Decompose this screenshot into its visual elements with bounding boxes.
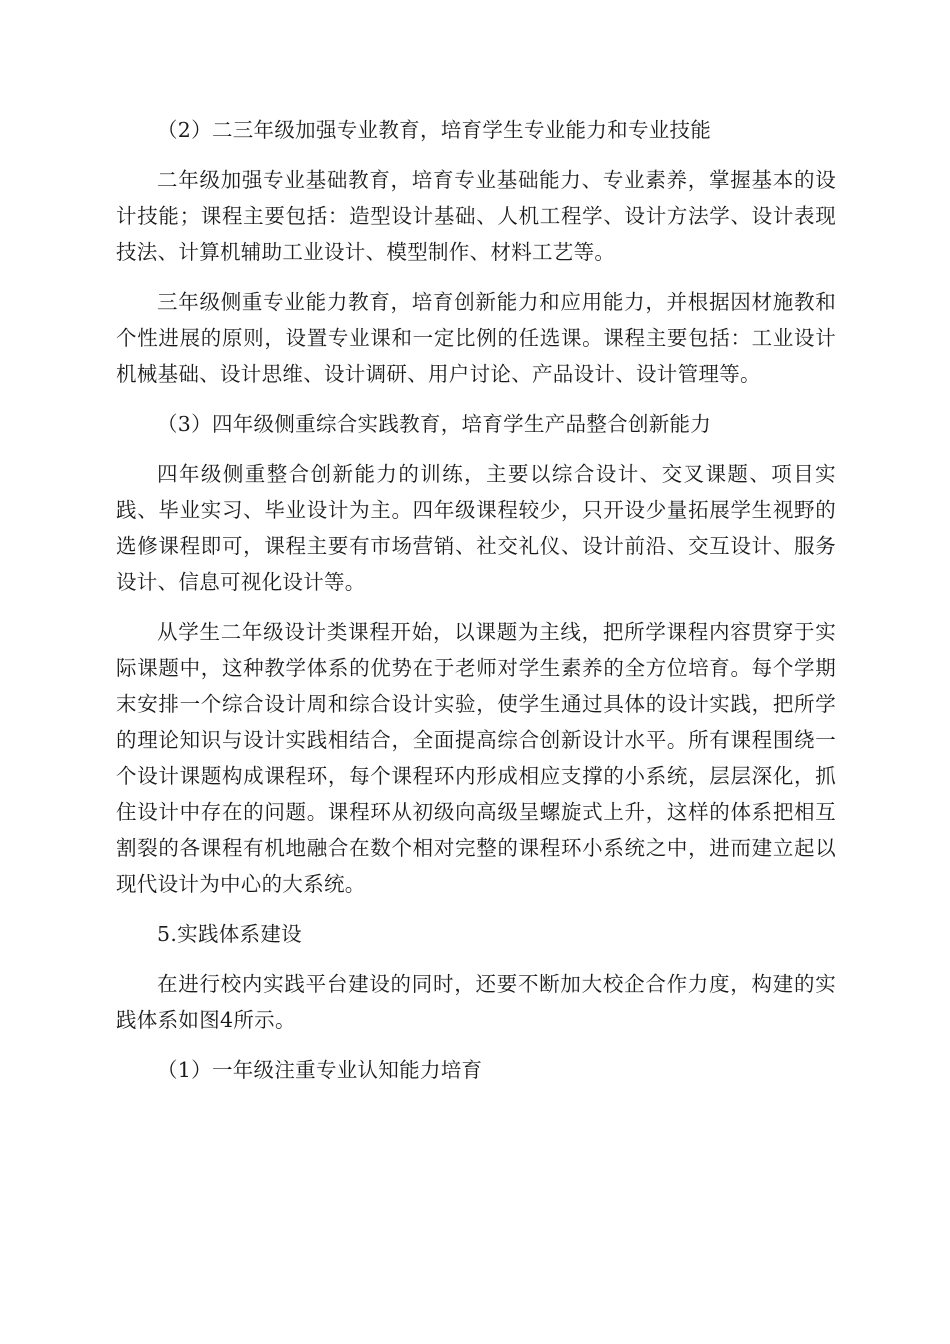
section-heading-practice-system: 5.实践体系建设 bbox=[157, 922, 302, 946]
subheading-year-2-3: （2）二三年级加强专业教育，培育学生专业能力和专业技能 bbox=[157, 118, 712, 142]
paragraph-course-system: 从学生二年级设计类课程开始，以课题为主线，把所学课程内容贯穿于实际课题中，这种教学体系的优势在于老师对学生素养的全方位培育。每个学期末安排一个综合设计周和综合设计实验，使学生通过具体的设计实践，把所学的理论知识与设计实践相结合，全面提高综合创新设计水平。所有课程围绕一个设计课题构成课程环，每个课程环内形成相应支撑的小系统，层层深化，抓住设计中存在的问题。课程环从初级向高级呈螺旋式上升，这样的体系把相互割裂的各课程有机地融合在数个相对完整的课程环小系统之中，进而建立起以现代设计为中心的大系统。 bbox=[116, 620, 836, 896]
subheading-year-4: （3）四年级侧重综合实践教育，培育学生产品整合创新能力 bbox=[157, 412, 712, 436]
paragraph-year-3: 三年级侧重专业能力教育，培育创新能力和应用能力，并根据因材施教和个性进展的原则，设置专业课和一定比例的任选课。课程主要包括：工业设计机械基础、设计思维、设计调研、用户讨论、产品设计、设计管理等。 bbox=[116, 290, 836, 386]
paragraph-year-2: 二年级加强专业基础教育，培育专业基础能力、专业素养，掌握基本的设计技能；课程主要包括：造型设计基础、人机工程学、设计方法学、设计表现技法、计算机辅助工业设计、模型制作、材料工艺等。 bbox=[116, 168, 836, 264]
paragraph-year-4: 四年级侧重整合创新能力的训练，主要以综合设计、交叉课题、项目实践、毕业实习、毕业设计为主。四年级课程较少，只开设少量拓展学生视野的选修课程即可，课程主要有市场营销、社交礼仪、设计前沿、交互设计、服务设计、信息可视化设计等。 bbox=[116, 462, 836, 594]
paragraph-practice-intro: 在进行校内实践平台建设的同时，还要不断加大校企合作力度，构建的实践体系如图4所示。 bbox=[116, 972, 836, 1032]
document-body bbox=[116, 112, 836, 1088]
subheading-year-1: （1）一年级注重专业认知能力培育 bbox=[157, 1058, 483, 1082]
